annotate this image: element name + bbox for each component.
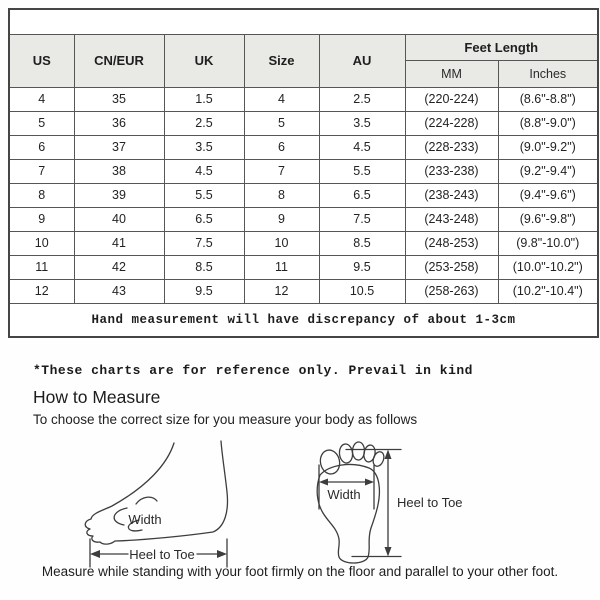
table-cell: 41 bbox=[74, 231, 164, 255]
side-heel-toe-label: Heel to Toe bbox=[129, 547, 195, 562]
table-row bbox=[9, 135, 598, 159]
table-spacer-row bbox=[9, 9, 598, 34]
table-row bbox=[9, 231, 598, 255]
table-row bbox=[9, 183, 598, 207]
foot-toe-detail-1 bbox=[114, 508, 127, 525]
col-header-feet-length: Feet Length bbox=[405, 34, 598, 60]
table-cell: (238-243) bbox=[405, 183, 498, 207]
col-header-inches: Inches bbox=[498, 60, 598, 87]
table-row bbox=[9, 87, 598, 111]
table-cell: 9 bbox=[9, 207, 74, 231]
table-cell: 8 bbox=[9, 183, 74, 207]
table-row bbox=[9, 279, 598, 303]
table-row bbox=[9, 111, 598, 135]
table-cell: 10.5 bbox=[319, 279, 405, 303]
big-toe bbox=[318, 448, 342, 475]
table-cell: 8.5 bbox=[164, 255, 244, 279]
table-cell: 40 bbox=[74, 207, 164, 231]
table-cell: (10.0"-10.2") bbox=[498, 255, 598, 279]
table-cell: 5.5 bbox=[319, 159, 405, 183]
footprint-top-view-diagram bbox=[317, 442, 462, 563]
table-cell: (9.6"-9.8") bbox=[498, 207, 598, 231]
table-cell: 35 bbox=[74, 87, 164, 111]
table-cell: 6 bbox=[244, 135, 319, 159]
table-cell: 5 bbox=[244, 111, 319, 135]
table-cell: (9.2"-9.4") bbox=[498, 159, 598, 183]
side-width-label: Width bbox=[128, 512, 162, 527]
table-cell: 3.5 bbox=[319, 111, 405, 135]
table-cell: 4 bbox=[244, 87, 319, 111]
col-header-cn-eur: CN/EUR bbox=[74, 34, 164, 87]
table-cell: 6 bbox=[9, 135, 74, 159]
table-cell: (8.6"-8.8") bbox=[498, 87, 598, 111]
col-header-au: AU bbox=[319, 34, 405, 87]
table-cell: (233-238) bbox=[405, 159, 498, 183]
table-cell: 4.5 bbox=[319, 135, 405, 159]
bottom-measure-note: Measure while standing with your foot firmly on the floor and parallel to your other foot. bbox=[41, 564, 559, 579]
table-cell: 11 bbox=[244, 255, 319, 279]
table-cell: (258-263) bbox=[405, 279, 498, 303]
table-cell: 7.5 bbox=[164, 231, 244, 255]
arrowhead-left bbox=[90, 550, 100, 558]
table-cell: 8.5 bbox=[319, 231, 405, 255]
table-cell: (224-228) bbox=[405, 111, 498, 135]
col-header-size: Size bbox=[244, 34, 319, 87]
table-cell: 10 bbox=[9, 231, 74, 255]
foot-side-outline bbox=[85, 441, 227, 544]
table-cell: 42 bbox=[74, 255, 164, 279]
col-header-us: US bbox=[9, 34, 74, 87]
arrowhead-right bbox=[217, 550, 227, 558]
toe-2 bbox=[339, 443, 354, 463]
table-cell: (253-258) bbox=[405, 255, 498, 279]
foot-joint-detail bbox=[136, 497, 157, 504]
table-cell: 5.5 bbox=[164, 183, 244, 207]
table-cell: (9.4"-9.6") bbox=[498, 183, 598, 207]
table-cell: (228-233) bbox=[405, 135, 498, 159]
table-cell: (10.2"-10.4") bbox=[498, 279, 598, 303]
table-body bbox=[9, 87, 598, 303]
how-to-measure-subtitle: To choose the correct size for you measure your body as follows bbox=[33, 412, 418, 427]
table-cell: 4 bbox=[9, 87, 74, 111]
table-cell: 8 bbox=[244, 183, 319, 207]
table-cell: 4.5 bbox=[164, 159, 244, 183]
width-arrowhead-right bbox=[365, 479, 374, 486]
table-cell: 7 bbox=[9, 159, 74, 183]
top-width-label: Width bbox=[327, 487, 361, 502]
table-cell: (9.8"-10.0") bbox=[498, 231, 598, 255]
table-cell: 2.5 bbox=[319, 87, 405, 111]
heel-toe-arrowhead-bottom bbox=[385, 547, 392, 557]
table-cell: 6.5 bbox=[319, 183, 405, 207]
table-footnote: Hand measurement will have discrepancy of about 1-3cm bbox=[9, 303, 598, 337]
table-cell: 3.5 bbox=[164, 135, 244, 159]
table-cell: 6.5 bbox=[164, 207, 244, 231]
spacer-cell bbox=[9, 9, 598, 34]
col-header-uk: UK bbox=[164, 34, 244, 87]
size-chart-table bbox=[8, 8, 599, 338]
table-cell: (248-253) bbox=[405, 231, 498, 255]
heel-toe-arrowhead-top bbox=[385, 450, 392, 460]
width-arrowhead-left bbox=[319, 479, 328, 486]
table-cell: 12 bbox=[9, 279, 74, 303]
table-cell: 7.5 bbox=[319, 207, 405, 231]
table-cell: 9.5 bbox=[164, 279, 244, 303]
col-header-mm: MM bbox=[405, 60, 498, 87]
table-cell: (243-248) bbox=[405, 207, 498, 231]
table-cell: (9.0"-9.2") bbox=[498, 135, 598, 159]
table-cell: (8.8"-9.0") bbox=[498, 111, 598, 135]
table-cell: 12 bbox=[244, 279, 319, 303]
table-cell: 38 bbox=[74, 159, 164, 183]
table-cell: 37 bbox=[74, 135, 164, 159]
measure-diagrams bbox=[0, 435, 600, 585]
top-heel-toe-label: Heel to Toe bbox=[397, 495, 463, 510]
table-row bbox=[9, 159, 598, 183]
table-cell: 2.5 bbox=[164, 111, 244, 135]
table-cell: 9.5 bbox=[319, 255, 405, 279]
table-footnote-row bbox=[9, 303, 598, 337]
table-cell: 10 bbox=[244, 231, 319, 255]
how-to-measure-title: How to Measure bbox=[33, 387, 161, 407]
table-cell: 39 bbox=[74, 183, 164, 207]
table-cell: (220-224) bbox=[405, 87, 498, 111]
reference-note: *These charts are for reference only. Prevail in kind bbox=[33, 363, 473, 378]
table-cell: 5 bbox=[9, 111, 74, 135]
table-row bbox=[9, 207, 598, 231]
table-header-row bbox=[9, 34, 598, 60]
table-cell: 11 bbox=[9, 255, 74, 279]
table-cell: 43 bbox=[74, 279, 164, 303]
foot-side-view-diagram bbox=[85, 441, 227, 567]
toe-3 bbox=[352, 442, 365, 460]
table-cell: 7 bbox=[244, 159, 319, 183]
table-cell: 9 bbox=[244, 207, 319, 231]
table-cell: 36 bbox=[74, 111, 164, 135]
table-row bbox=[9, 255, 598, 279]
table-cell: 1.5 bbox=[164, 87, 244, 111]
